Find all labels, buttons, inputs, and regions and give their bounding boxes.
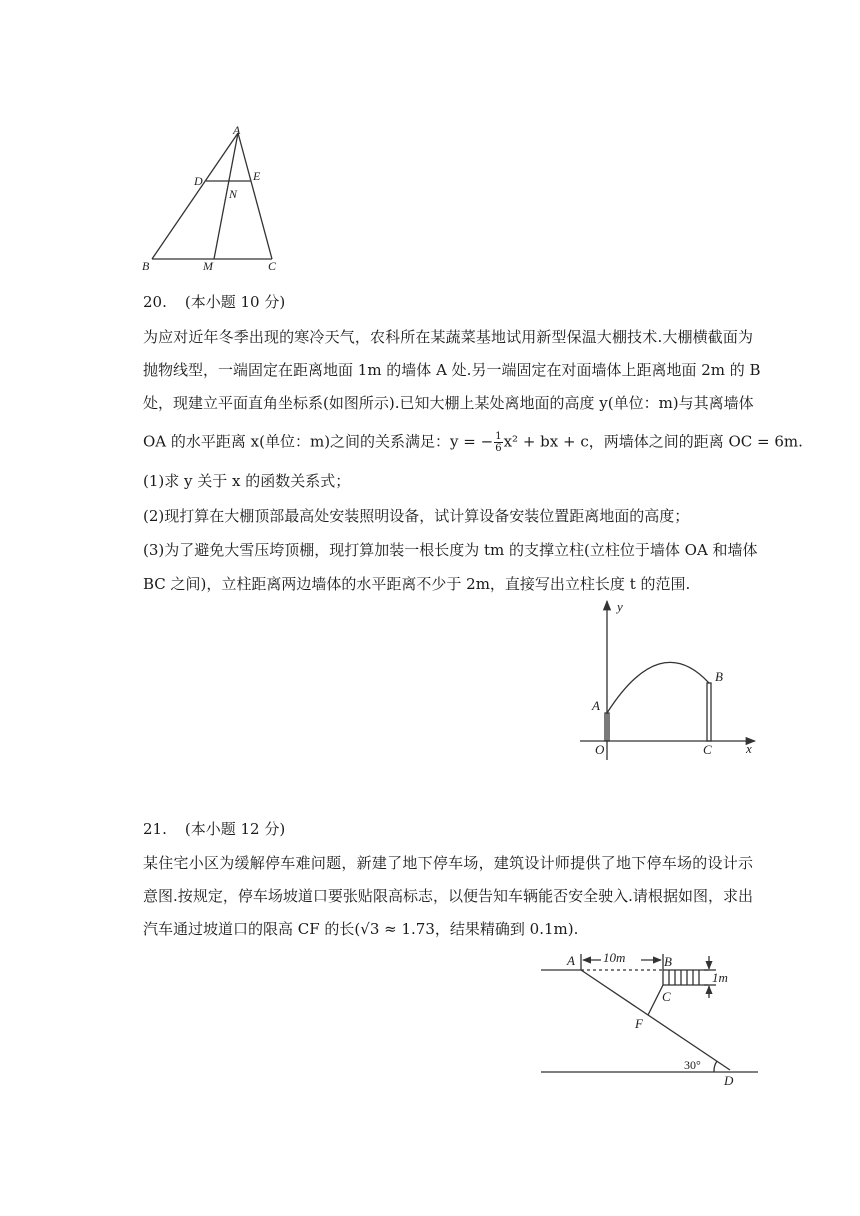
q20-sub3-line2: BC 之间)，立柱距离两边墙体的水平距离不少于 2m，直接写出立柱长度 t 的范围.	[143, 575, 691, 593]
side-ab	[152, 133, 238, 259]
q20-line4	[143, 431, 803, 454]
label-10m: 10m	[603, 950, 626, 965]
wall-bc	[707, 683, 711, 741]
q20-sub1: (1)求 y 关于 x 的函数关系式；	[143, 472, 351, 490]
label-m: M	[203, 259, 213, 273]
q20-line4-start: OA 的水平距离 x(单位：m)之间的关系满足：y = −	[143, 432, 494, 451]
label-a: A	[567, 953, 575, 968]
angle-arc	[714, 1061, 717, 1072]
label-angle: 30°	[684, 1058, 701, 1072]
q20-line4-end: x² + bx + c，两墙体之间的距离 OC = 6m.	[503, 432, 803, 451]
label-c: C	[703, 742, 712, 757]
label-d: D	[194, 174, 203, 188]
label-1m: 1m	[712, 970, 728, 985]
q21-header	[143, 818, 285, 839]
label-b: B	[715, 669, 723, 684]
q20-sub2: (2)现打算在大棚顶部最高处安装照明设备，试计算设备安装位置距离地面的高度；	[143, 507, 690, 525]
segment-cf	[648, 985, 663, 1015]
side-ac	[238, 133, 272, 259]
label-y: y	[617, 599, 623, 614]
parabola-figure	[575, 595, 765, 765]
fraction-one-sixth	[494, 431, 502, 454]
q20-number: 20.	[143, 293, 167, 311]
label-n: N	[229, 187, 238, 201]
label-c: C	[268, 259, 277, 273]
q20-line1: 为应对近年冬季出现的寒冷天气，农科所在某蔬菜基地试用新型保温大棚技术.大棚横截面为	[143, 328, 753, 346]
label-a: A	[592, 698, 600, 713]
q20-line2: 抛物线型，一端固定在距离地面 1m 的墙体 A 处.另一端固定在对面墙体上距离地面 2m 的 B	[143, 361, 761, 379]
q21-line3: 汽车通过坡道口的限高 CF 的长(√3 ≈ 1.73，结果精确到 0.1m).	[143, 920, 579, 938]
triangle-figure	[130, 118, 290, 278]
parabola-curve	[607, 662, 709, 713]
ramp-figure	[538, 940, 763, 1090]
q20-score: (本小题 10 分)	[184, 293, 286, 311]
label-x: x	[746, 741, 752, 756]
label-d: D	[724, 1073, 734, 1088]
q21-line1: 某住宅小区为缓解停车难问题，新建了地下停车场，建筑设计师提供了地下停车场的设计示	[143, 854, 753, 872]
q20-sub3-line1: (3)为了避免大雪压垮顶棚，现打算加装一根长度为 tm 的支撑立柱(立柱位于墙体 OA 和墙体	[143, 541, 758, 559]
label-e: E	[253, 169, 261, 183]
q20-header	[143, 291, 285, 312]
q21-score: (本小题 12 分)	[184, 820, 286, 838]
q20-line3: 处，现建立平面直角坐标系(如图所示).已知大棚上某处离地面的高度 y(单位：m)与其离墙体	[143, 394, 754, 412]
label-f: F	[635, 1016, 643, 1031]
label-b: B	[142, 259, 150, 273]
label-b: B	[664, 954, 672, 969]
fraction-numerator: 1	[495, 431, 502, 442]
q21-line2: 意图.按规定，停车场坡道口要张贴限高标志，以便告知车辆能否安全驶入.请根据如图，求出	[143, 887, 753, 905]
label-a: A	[233, 123, 241, 137]
label-c: C	[662, 989, 671, 1004]
q21-number: 21.	[143, 820, 167, 838]
label-o: O	[595, 742, 605, 757]
fraction-denominator: 6	[495, 443, 502, 454]
